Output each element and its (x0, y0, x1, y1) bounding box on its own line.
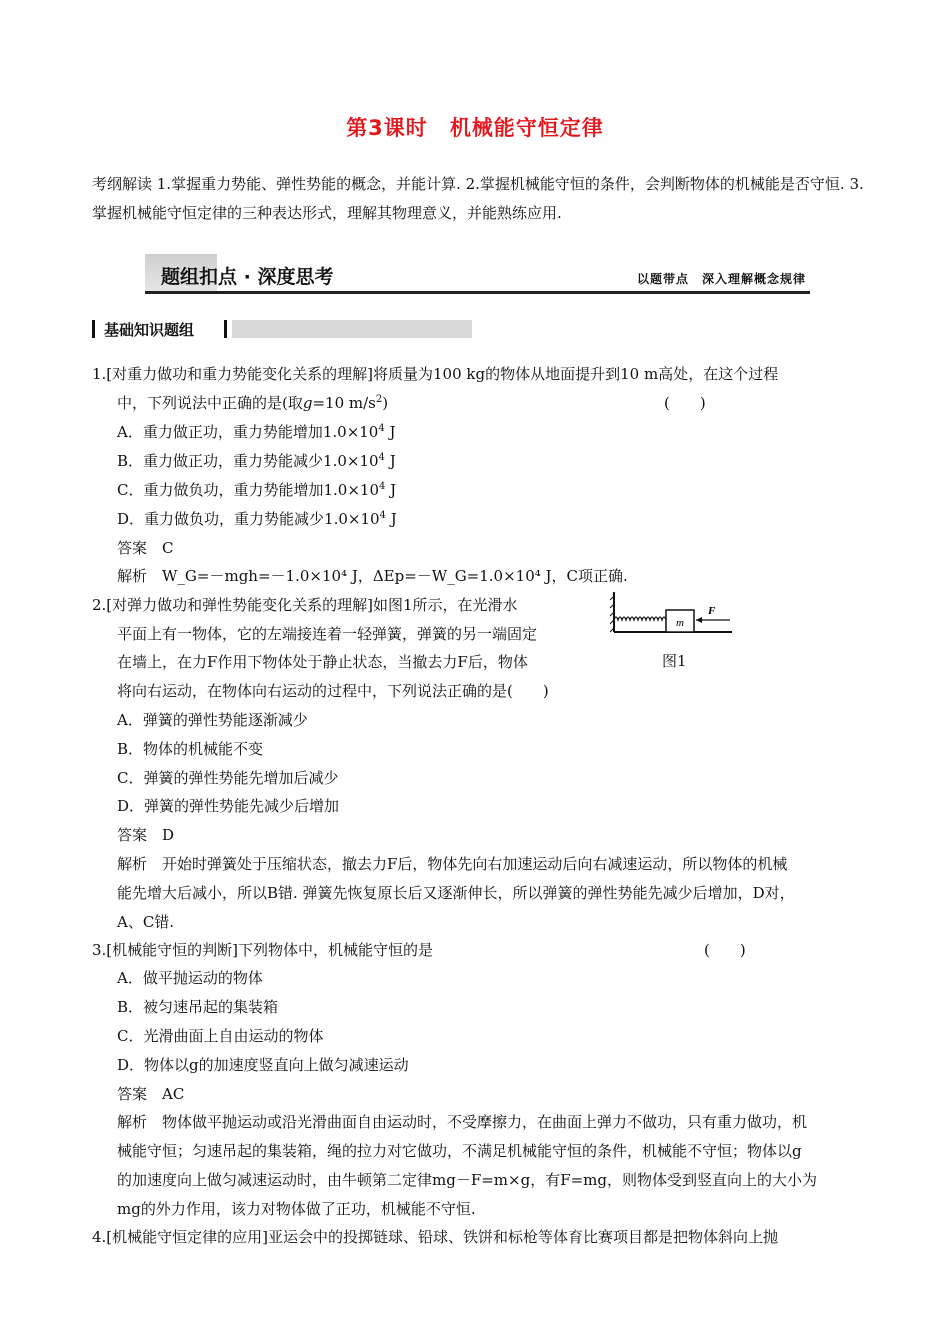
q1-g-value: =10 m/s (312, 394, 376, 412)
section-banner (145, 254, 810, 294)
q1-option-c (117, 480, 396, 500)
q1-option-a-unit: J (384, 423, 396, 441)
q1-option-d-exp: 4 (379, 510, 386, 521)
q1-option-d (117, 509, 397, 529)
q1-option-d-unit: J (385, 510, 397, 528)
force-label: F (708, 605, 716, 617)
q1-option-a-exp: 4 (378, 423, 385, 434)
subsection-fill (232, 320, 472, 338)
page-title (0, 112, 950, 142)
q1-option-c-exp: 4 (379, 481, 386, 492)
spring-block-figure (610, 590, 732, 638)
q1-option-c-unit: J (385, 481, 397, 499)
q2-stem-line4: 将向右运动，在物体向右运动的过程中，下列说法正确的是( ) (117, 682, 549, 700)
q3-option-a: A．做平抛运动的物体 (117, 969, 263, 987)
q3-analysis-line1: 解析 物体做平抛运动或沿光滑曲面自由运动时，不受摩擦力，在曲面上弹力不做功，只有重力做功，机 (117, 1113, 808, 1131)
title-lesson: 第3课时 (346, 116, 428, 140)
subsection-bar-right (224, 320, 227, 338)
q1-answer-paren: ( ) (664, 394, 706, 412)
q1-g-symbol: g (302, 394, 313, 412)
spring-coil (614, 617, 666, 620)
q1-option-b-unit: J (384, 452, 396, 470)
q2-option-c: C．弹簧的弹性势能先增加后减少 (117, 769, 339, 787)
q1-analysis: 解析 W_G=－mgh=－1.0×10⁴ J，ΔEp=－W_G=1.0×10⁴ J，C项正确. (117, 567, 628, 585)
q1-stem-text: 中，下列说法中正确的是(取 (117, 394, 303, 412)
q1-option-a (117, 422, 396, 442)
banner-rule (145, 291, 810, 294)
subsection-label: 基础知识题组 (104, 321, 195, 339)
q1-stem-close: ) (382, 394, 389, 412)
q2-option-a: A．弹簧的弹性势能逐渐减少 (117, 711, 308, 729)
force-arrow-head (696, 617, 702, 623)
subsection-bar-left (92, 320, 95, 338)
subsection-header (92, 318, 472, 340)
q1-option-b-exp: 4 (378, 452, 385, 463)
q1-stem-line2: 中，下列说法中正确的是(取g=10 $m/s^2$) (117, 394, 389, 412)
q1-answer: 答案 C (117, 539, 174, 557)
q2-analysis-line1: 解析 开始时弹簧处于压缩状态，撤去力F后，物体先向右加速运动后向右减速运动，所以物体的机械 (117, 855, 788, 873)
q2-stem-line2: 平面上有一物体，它的左端接连着一轻弹簧，弹簧的另一端固定 (117, 625, 538, 643)
q2-option-d: D．弹簧的弹性势能先减少后增加 (117, 797, 340, 815)
q1-stem-line1: 1.[对重力做功和重力势能变化关系的理解]将质量为100 kg的物体从地面提升到10 m高处，在这个过程 (92, 365, 779, 383)
title-topic: 机械能守恒定律 (449, 116, 604, 140)
q2-stem-line3: 在墙上，在力F作用下物体处于静止状态，当撤去力F后，物体 (117, 653, 528, 671)
q2-option-b: B．物体的机械能不变 (117, 740, 264, 758)
q3-analysis-line2: 械能守恒；匀速吊起的集装箱，绳的拉力对它做功，不满足机械能守恒的条件，机械能不守恒；物体以g (117, 1142, 802, 1160)
mass-label: m (676, 617, 684, 629)
q2-stem-line1: 2.[对弹力做功和弹性势能变化关系的理解]如图1所示，在光滑水 (92, 596, 518, 614)
q3-analysis-line3: 的加速度向上做匀减速运动时，由牛顿第二定律mg－F=m×g，有F=mg，则物体受到竖直向上的大小为 (117, 1171, 818, 1189)
banner-title: 题组扣点 · 深度思考 (161, 266, 334, 288)
q2-analysis-line2: 能先增大后减小，所以B错. 弹簧先恢复原长后又逐渐伸长，所以弹簧的弹性势能先减少后增加，D对， (117, 884, 795, 902)
q1-option-b-text: B．重力做正功，重力势能减少1.0×10 (117, 452, 379, 470)
q3-answer-paren: ( ) (704, 941, 746, 959)
q1-option-d-text: D．重力做负功，重力势能减少1.0×10 (117, 510, 380, 528)
q1-option-a-text: A．重力做正功，重力势能增加1.0×10 (117, 423, 379, 441)
q3-option-b: B．被匀速吊起的集装箱 (117, 998, 279, 1016)
q3-answer: 答案 AC (117, 1085, 185, 1103)
q3-stem: 3.[机械能守恒的判断]下列物体中，机械能守恒的是 (92, 941, 434, 959)
figure-caption: 图1 (662, 652, 687, 670)
banner-subtitle: 以题带点 深入理解概念规律 (636, 272, 806, 286)
q3-option-d: D．物体以g的加速度竖直向上做匀减速运动 (117, 1056, 409, 1074)
q3-analysis-line4: mg的外力作用，该力对物体做了正功，机械能不守恒. (117, 1200, 476, 1218)
q1-option-b (117, 451, 396, 471)
q3-option-c: C．光滑曲面上自由运动的物体 (117, 1027, 324, 1045)
syllabus-intro: 考纲解读 1.掌握重力势能、弹性势能的概念，并能计算. 2.掌握机械能守恒的条件，会判断物体的机械能是否守恒. 3.掌握机械能守恒定律的三种表达形式，理解其物理意义，并能熟练应用. (92, 175, 864, 222)
q4-stem-line1: 4.[机械能守恒定律的应用]亚运会中的投掷链球、铅球、铁饼和标枪等体育比赛项目都是把物体斜向上抛 (92, 1228, 779, 1246)
q2-analysis-line3: A、C错. (117, 913, 175, 931)
q1-option-c-text: C．重力做负功，重力势能增加1.0×10 (117, 481, 379, 499)
q2-answer: 答案 D (117, 826, 175, 844)
